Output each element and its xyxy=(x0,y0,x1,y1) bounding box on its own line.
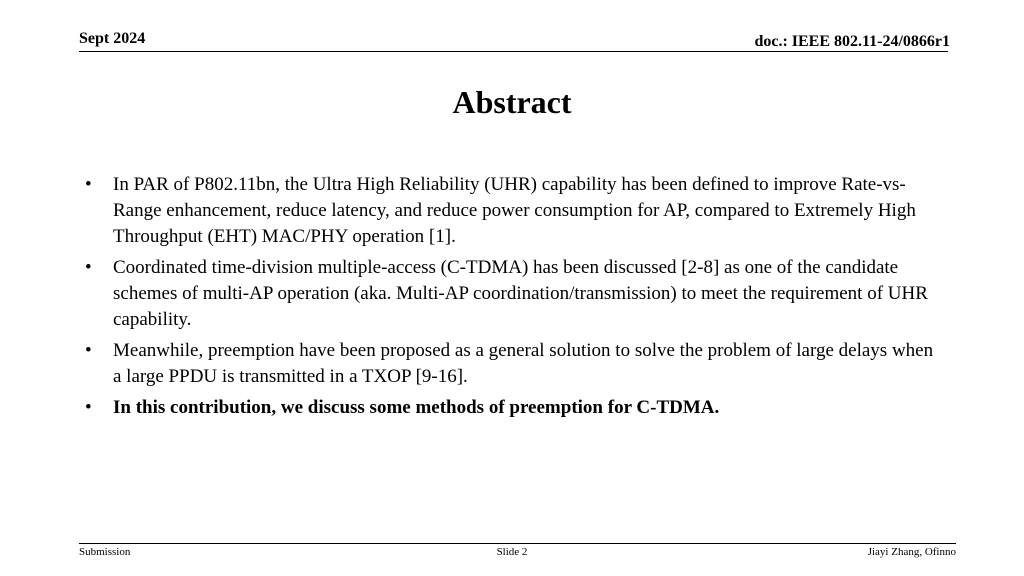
bullet-item xyxy=(83,255,943,333)
header-doc-id: doc.: IEEE 802.11-24/0866r1 xyxy=(754,33,950,50)
bullet-text: In PAR of P802.11bn, the Ultra High Reliability (UHR) capability has been defined to improve Rate-vs-Range enhancement, reduce latency, and reduce power consumption for AP, compared to Extremely High Throughput (EHT) MAC/PHY operation [1]. xyxy=(113,174,916,247)
bullet-text: Meanwhile, preemption have been proposed as a general solution to solve the problem of large delays when a large PPDU is transmitted in a TXOP [9-16]. xyxy=(113,340,934,387)
bullet-dot-icon: • xyxy=(85,397,92,418)
bullet-dot-icon: • xyxy=(85,340,92,361)
bullet-text: In this contribution, we discuss some methods of preemption for C-TDMA. xyxy=(113,397,720,418)
footer-author: Jiayi Zhang, Ofinno xyxy=(867,546,956,558)
bullet-item xyxy=(83,338,943,390)
bullet-item-highlight xyxy=(83,395,943,421)
bullet-item xyxy=(83,172,943,250)
bullet-dot-icon: • xyxy=(85,257,92,278)
slide-title: Abstract xyxy=(452,84,572,120)
bullet-list xyxy=(83,172,943,426)
bullet-text: Coordinated time-division multiple-access (C-TDMA) has been discussed [2-8] as one of the candidate schemes of multi-AP operation (aka. Multi-AP coordination/transmission) to meet the requirement of UHR capability. xyxy=(113,257,928,330)
footer-submission: Submission xyxy=(79,546,131,558)
footer-divider xyxy=(79,543,956,544)
header-date: Sept 2024 xyxy=(79,30,146,47)
header-divider xyxy=(79,51,948,52)
bullet-dot-icon: • xyxy=(85,174,92,195)
footer-slide-number: Slide 2 xyxy=(496,546,528,558)
